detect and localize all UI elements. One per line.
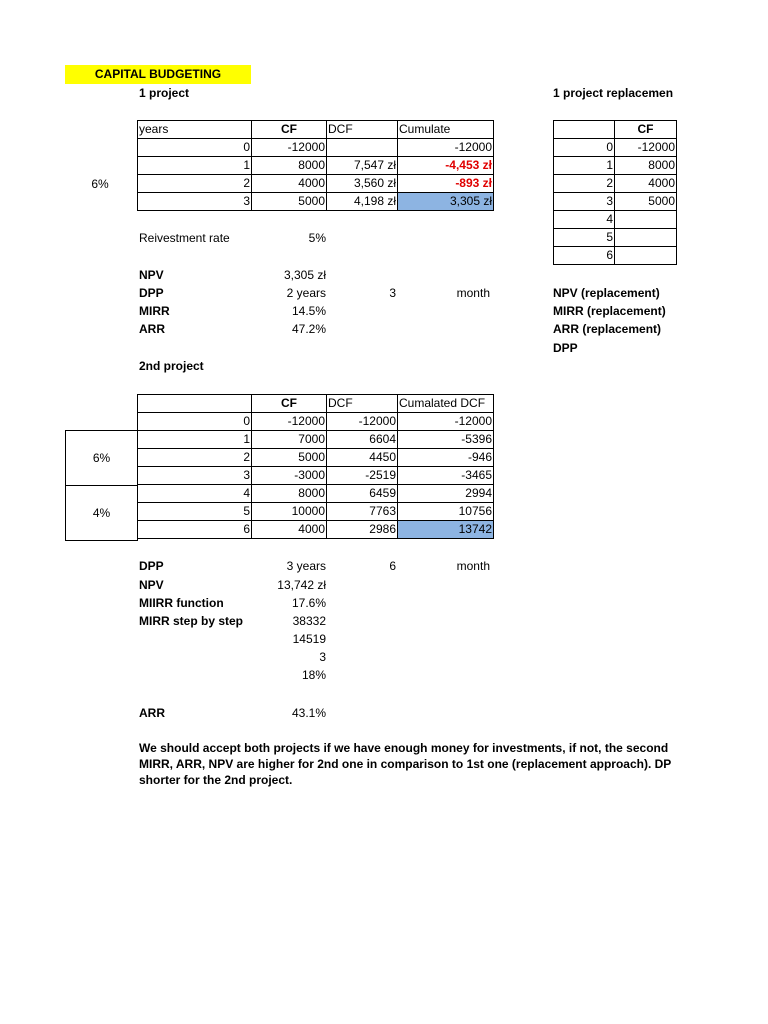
project2-rate-b: 4% (65, 485, 138, 541)
p1-npv-label: NPV (139, 268, 164, 282)
replacement-table (553, 120, 677, 265)
repl-arr-label: ARR (replacement) (553, 322, 662, 336)
page-title: CAPITAL BUDGETING (65, 65, 251, 84)
cell-cf[interactable]: -12000 (252, 413, 327, 431)
cell-cumulative[interactable]: 10756 (398, 503, 494, 521)
conclusion-text (139, 740, 679, 788)
table-row (138, 449, 494, 467)
header-cf: CF (615, 121, 677, 139)
p1-dpp-value: 2 years (286, 286, 326, 300)
p2-dpp-months: 6 (389, 559, 396, 573)
table-row (554, 229, 677, 247)
cell-cf[interactable] (615, 211, 677, 229)
cell-cumulative-selected[interactable]: 3,305 zł (398, 193, 494, 211)
cell-dcf[interactable]: -12000 (327, 413, 398, 431)
table-row (554, 157, 677, 175)
cell-dcf[interactable]: 7763 (327, 503, 398, 521)
cell-cf[interactable]: -12000 (252, 139, 327, 157)
cell-cf[interactable] (615, 229, 677, 247)
p1-mirr-label: MIRR (139, 304, 170, 318)
project2-table (137, 394, 494, 539)
p1-arr-value: 47.2% (291, 322, 326, 336)
table-row (138, 485, 494, 503)
p1-npv-value: 3,305 zł (283, 268, 326, 282)
table-header-row (138, 121, 494, 139)
cell-year[interactable]: 6 (554, 247, 615, 265)
cell-year[interactable]: 3 (138, 467, 252, 485)
table-row (138, 139, 494, 157)
p2-dpp-label: DPP (139, 559, 164, 573)
cell-cumulative-selected[interactable]: 13742 (398, 521, 494, 539)
header-years: years (138, 121, 252, 139)
cell-cf[interactable] (615, 247, 677, 265)
header-year (138, 395, 252, 413)
cell-cf[interactable]: 4000 (615, 175, 677, 193)
header-cf: CF (252, 121, 327, 139)
cell-year[interactable]: 4 (138, 485, 252, 503)
table-row (138, 157, 494, 175)
cell-year[interactable]: 0 (554, 139, 615, 157)
cell-year[interactable]: 1 (554, 157, 615, 175)
header-cumulated-dcf: Cumalated DCF (398, 395, 494, 413)
cell-cf[interactable]: -12000 (615, 139, 677, 157)
project1-heading: 1 project (139, 86, 190, 100)
cell-year[interactable]: 5 (554, 229, 615, 247)
p1-arr-label: ARR (139, 322, 165, 336)
p1-dpp-unit: month (456, 286, 490, 300)
p2-dpp-value: 3 years (286, 559, 326, 573)
cell-year[interactable]: 5 (138, 503, 252, 521)
header-cf: CF (252, 395, 327, 413)
p2-mirr-step-value: 14519 (292, 632, 326, 646)
cell-dcf[interactable]: -2519 (327, 467, 398, 485)
cell-dcf[interactable] (327, 139, 398, 157)
p1-dpp-months: 3 (389, 286, 396, 300)
cell-cumulative[interactable]: -12000 (398, 139, 494, 157)
project1-rate: 6% (91, 177, 109, 191)
cell-cumulative[interactable]: -946 (398, 449, 494, 467)
cell-cumulative[interactable]: -893 zł (398, 175, 494, 193)
header-cumulate: Cumulate (398, 121, 494, 139)
cell-dcf[interactable]: 2986 (327, 521, 398, 539)
header-dcf: DCF (327, 121, 398, 139)
table-header-row (554, 121, 677, 139)
cell-cf[interactable]: 8000 (252, 157, 327, 175)
cell-cumulative[interactable]: -3465 (398, 467, 494, 485)
p2-dpp-unit: month (456, 559, 490, 573)
cell-year[interactable]: 2 (138, 449, 252, 467)
cell-cf[interactable]: 5000 (252, 449, 327, 467)
cell-cf[interactable]: 5000 (252, 193, 327, 211)
table-row (554, 211, 677, 229)
p2-mirr-step-value: 3 (319, 650, 326, 664)
cell-cf[interactable]: 10000 (252, 503, 327, 521)
cell-dcf[interactable]: 6459 (327, 485, 398, 503)
table-row (138, 175, 494, 193)
cell-cf[interactable]: 5000 (615, 193, 677, 211)
cell-year[interactable]: 2 (554, 175, 615, 193)
cell-year[interactable]: 0 (138, 413, 252, 431)
cell-year[interactable]: 6 (138, 521, 252, 539)
cell-year[interactable]: 2 (138, 175, 252, 193)
p1-mirr-value: 14.5% (291, 304, 326, 318)
cell-cf[interactable]: 7000 (252, 431, 327, 449)
replacement-heading: 1 project replacemen (553, 86, 674, 100)
p2-miirr-label: MIIRR function (139, 596, 224, 610)
cell-year[interactable]: 4 (554, 211, 615, 229)
reinvest-value: 5% (308, 231, 326, 245)
cell-cumulative[interactable]: -12000 (398, 413, 494, 431)
reinvest-label: Reivestment rate (139, 231, 230, 245)
table-row (138, 521, 494, 539)
p2-arr-value: 43.1% (291, 706, 326, 720)
repl-dpp-label: DPP (553, 341, 578, 355)
cell-cf[interactable]: 4000 (252, 175, 327, 193)
cell-cf[interactable]: 8000 (252, 485, 327, 503)
cell-year[interactable]: 3 (138, 193, 252, 211)
p2-npv-value: 13,742 zł (277, 578, 326, 592)
p2-mirr-step-value: 38332 (292, 614, 326, 628)
cell-cumulative[interactable]: -4,453 zł (398, 157, 494, 175)
p2-npv-label: NPV (139, 578, 164, 592)
project1-table (137, 120, 494, 211)
project2-heading: 2nd project (139, 359, 204, 373)
conclusion-line: MIRR, ARR, NPV are higher for 2nd one in comparison to 1st one (replacement approach). DP (139, 757, 672, 771)
table-row (138, 193, 494, 211)
table-row (138, 503, 494, 521)
conclusion-line: shorter for the 2nd project. (139, 773, 293, 787)
p1-dpp-label: DPP (139, 286, 164, 300)
cell-cf[interactable]: 4000 (252, 521, 327, 539)
table-row (554, 175, 677, 193)
table-row (554, 139, 677, 157)
cell-dcf[interactable]: 4450 (327, 449, 398, 467)
repl-mirr-label: MIRR (replacement) (553, 304, 666, 318)
cell-year[interactable]: 0 (138, 139, 252, 157)
cell-year[interactable]: 3 (554, 193, 615, 211)
cell-cf[interactable]: 8000 (615, 157, 677, 175)
cell-year[interactable]: 1 (138, 157, 252, 175)
table-row (138, 431, 494, 449)
cell-dcf[interactable]: 4,198 zł (327, 193, 398, 211)
cell-dcf[interactable]: 6604 (327, 431, 398, 449)
cell-cumulative[interactable]: -5396 (398, 431, 494, 449)
cell-dcf[interactable]: 3,560 zł (327, 175, 398, 193)
project2-rate-a: 6% (65, 430, 138, 486)
p2-mirr-step-value: 18% (301, 668, 326, 682)
conclusion-line: We should accept both projects if we have enough money for investments, if not, the second (139, 741, 669, 755)
p2-arr-label: ARR (139, 706, 165, 720)
cell-cf[interactable]: -3000 (252, 467, 327, 485)
header-year (554, 121, 615, 139)
table-row (554, 193, 677, 211)
table-row (554, 247, 677, 265)
p2-mirr-step-label: MIRR step by step (139, 614, 244, 628)
table-row (138, 413, 494, 431)
cell-cumulative[interactable]: 2994 (398, 485, 494, 503)
table-row (138, 467, 494, 485)
repl-npv-label: NPV (replacement) (553, 286, 660, 300)
cell-dcf[interactable]: 7,547 zł (327, 157, 398, 175)
cell-year[interactable]: 1 (138, 431, 252, 449)
header-dcf: DCF (327, 395, 398, 413)
p2-miirr-value: 17.6% (291, 596, 326, 610)
table-header-row (138, 395, 494, 413)
